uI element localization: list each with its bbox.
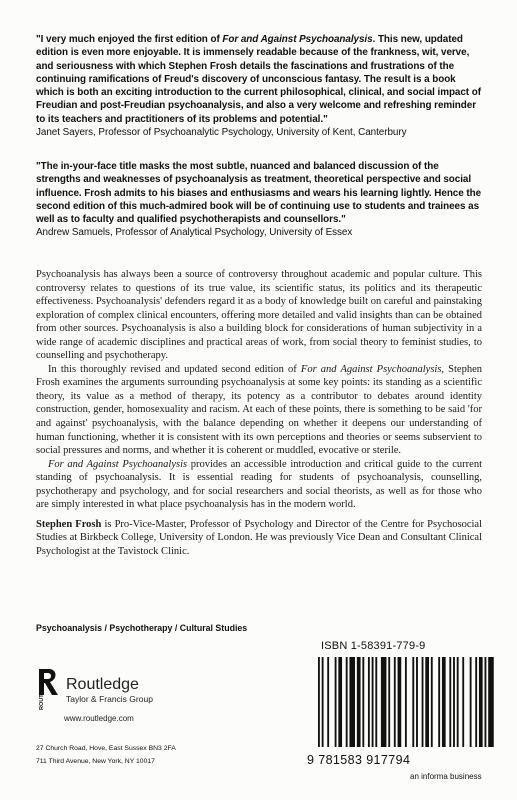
barcode-bar <box>479 657 483 747</box>
barcode-bar <box>412 657 414 747</box>
barcode-bar <box>462 657 464 747</box>
barcode-bar <box>349 657 355 747</box>
isbn-label: ISBN 1-58391-779-9 <box>321 640 426 652</box>
description-paragraph-3: For and Against Psychoanalysis provides an accessible introduction and critical guide to the current standing of psychoanalysis. It is essential reading for students of psychoanalysis, counselling, psychotherapy and psychology, and for social researchers and social theorists, as well as for those who are simply interested in what place psychoanalysis has in the modern world. <box>36 458 482 511</box>
publisher-brand <box>66 676 153 705</box>
review-quote-1-text: "I very much enjoyed the first edition of For and Against Psychoanalysis. This new, updated edition is even more enjoyable. It is immensely readable because of the frankness, wit, verve, and seriousness with which Stephen Frosh details the fascinations and frustrations of the continuing ramifications of Freud's discovery of unconscious fantasy. The result is a book which is both an exciting introduction to the current philosophical, clinical, and social impact of Freudian and post-Freudian psychoanalysis, and also a very welcome and refreshing reminder to its teachers and practitioners of its problems and potential." <box>36 34 481 125</box>
publisher-name: Routledge <box>66 676 139 693</box>
book-description <box>36 268 482 558</box>
barcode-bar <box>394 657 396 747</box>
routledge-logo-icon <box>36 667 60 711</box>
barcode-bar <box>398 657 402 747</box>
publisher-website[interactable]: www.routledge.com <box>64 714 134 723</box>
barcode-bar <box>431 657 433 747</box>
barcode-bar <box>470 657 472 747</box>
barcode-bar <box>346 657 348 747</box>
barcode-bar <box>318 657 320 747</box>
barcode-bar <box>322 657 324 747</box>
author-bio: Stephen Frosh is Pro-Vice-Master, Professor of Psychology and Director of the Centre for Psychosocial Studies at Birkbeck College, University of London. He was previously Vice Dean and Consultant Clinical Psychologist at the Tavistock Clinic. <box>36 518 482 557</box>
barcode-bar <box>375 657 377 747</box>
subject-categories: Psychoanalysis / Psychotherapy / Cultural Studies <box>36 623 248 633</box>
barcode-bar <box>449 657 451 747</box>
review-quote-1-attribution: Janet Sayers, Professor of Psychoanalytic Psychology, University of Kent, Canterbury <box>36 127 407 139</box>
barcode-bar <box>357 657 361 747</box>
barcode-bar <box>381 657 387 747</box>
review-quote-1 <box>36 33 482 139</box>
barcode-bar <box>335 657 337 747</box>
barcode-bar <box>372 657 374 747</box>
review-quote-2-attribution: Andrew Samuels, Professor of Analytical Psychology, University of Essex <box>36 227 353 239</box>
address-uk: 27 Church Road, Hove, East Sussex BN3 2FA <box>36 745 176 752</box>
description-paragraph-1: Psychoanalysis has always been a source of controversy throughout academic and popular culture. This controversy relates to questions of its true value, its scientific status, its politics and its therapeutic effectiveness. Psychoanalysis' defenders regard it as a body of knowledge built on careful and painstaking exploration of complex clinical encounters, offering more detailed and valid insights than can be obtained from other sources. Psychoanalysis is also a building block for considerations of human subjectivity in a wide range of academic disciplines and practical areas of work, from social theory to feminist studies, to counselling and psychotherapy. <box>36 269 482 362</box>
barcode-bar <box>388 657 390 747</box>
barcode-bar <box>422 657 424 747</box>
barcode-digits: 9 781583 917794 <box>307 753 411 767</box>
publisher-addresses <box>36 742 176 768</box>
barcode-bar <box>327 657 329 747</box>
barcode-bar <box>453 657 455 747</box>
informa-tagline: an informa business <box>410 772 482 781</box>
barcode-bar <box>425 657 429 747</box>
book-title-ref: For and Against Psychoanalysis <box>222 34 373 45</box>
barcode-bar <box>416 657 418 747</box>
barcode-bar <box>475 657 477 747</box>
address-us: 711 Third Avenue, New York, NY 10017 <box>36 758 155 765</box>
barcode-bar <box>457 657 459 747</box>
author-name: Stephen Frosh <box>36 518 102 530</box>
description-paragraph-2: In this thoroughly revised and updated second edition of For and Against Psychoanalysis, Stephen Frosh examines the arguments surrounding psychoanalysis at some key points: its standing as a scientific theory, its value as a method of therapy, its potency as a contributor to debates around identity construction, gender, homosexuality and racism. At each of these points, there is something to be said 'for and against' psychoanalysis, with the balance depending on whether it deepens our understanding of human functioning, whether it is consistent with its own perceptions and theories or seems subservient to social pressures and norms, and whether it is coherent or muddled, evocative or sterile. <box>36 363 482 457</box>
barcode-bar <box>338 657 342 747</box>
barcode-bar <box>368 657 370 747</box>
review-quote-2 <box>36 160 482 240</box>
barcode-bar <box>405 657 407 747</box>
barcode-bar <box>362 657 364 747</box>
svg-text:ROUTLEDGE: ROUTLEDGE <box>39 675 45 710</box>
barcode-bar <box>438 657 440 747</box>
review-quote-2-text: "The in-your-face title masks the most subtle, nuanced and balanced discussion of the strengths and weaknesses of psychoanalysis as treatment, theoretical perspective and social influence. Frosh admits to his biases and enthusiasms and wears his learning lightly. Hence the second edition of this much-admired book will be of continuing use to students and trainees as well as to faculty and qualified psychotherapists and counsellors." <box>36 161 482 226</box>
barcode-bar <box>488 657 494 747</box>
publisher-group: Taylor & Francis Group <box>66 694 153 704</box>
isbn-barcode <box>316 657 496 747</box>
barcode-bar <box>442 657 446 747</box>
barcode-bar <box>485 657 487 747</box>
